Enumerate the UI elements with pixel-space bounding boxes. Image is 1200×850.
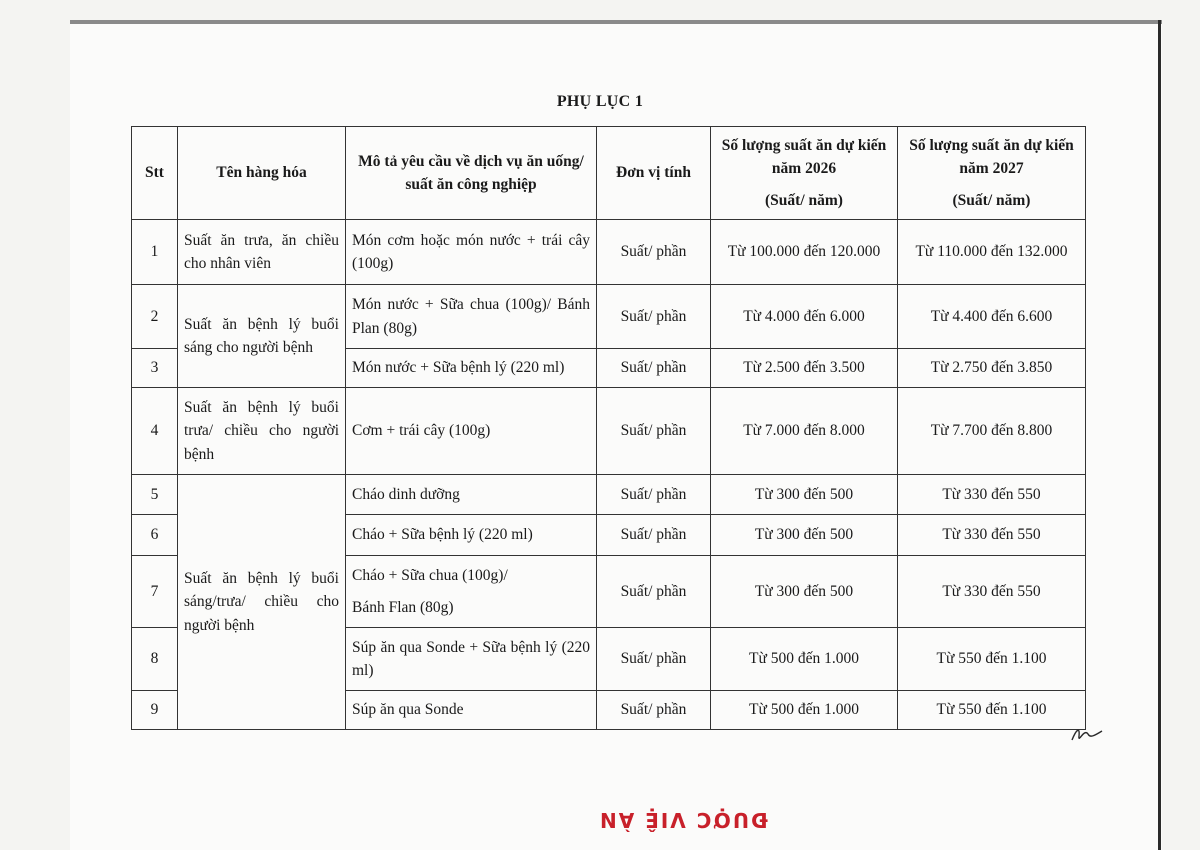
- row-stt: 2: [132, 285, 178, 349]
- row-group-name: Suất ăn bệnh lý buổi sáng/trưa/ chiều cho người bệnh: [178, 475, 346, 730]
- row-qty-2027: Từ 330 đến 550: [898, 475, 1086, 515]
- row-unit: Suất/ phần: [597, 388, 711, 475]
- row-group-name: Suất ăn bệnh lý buổi sáng cho người bệnh: [178, 285, 346, 388]
- header-qty-2027-unit: (Suất/ năm): [952, 191, 1031, 209]
- row-description: Món nước + Sữa bệnh lý (220 ml): [346, 349, 597, 388]
- row-qty-2026: Từ 4.000 đến 6.000: [711, 285, 898, 349]
- table-header-row: [132, 127, 1086, 220]
- row-qty-2027: Từ 330 đến 550: [898, 556, 1086, 628]
- row-description-line-1: Cháo + Sữa chua (100g)/: [352, 567, 508, 585]
- header-qty-2026: [711, 127, 898, 220]
- row-unit: Suất/ phần: [597, 220, 711, 285]
- row-qty-2026: Từ 500 đến 1.000: [711, 691, 898, 730]
- row-stt: 9: [132, 691, 178, 730]
- annex-table: [131, 126, 1086, 730]
- header-qty-2026-unit: (Suất/ năm): [765, 191, 843, 209]
- row-qty-2027: Từ 2.750 đến 3.850: [898, 349, 1086, 388]
- header-description: Mô tả yêu cầu về dịch vụ ăn uống/ suất ăn công nghiệp: [346, 127, 597, 220]
- row-qty-2026: Từ 500 đến 1.000: [711, 628, 898, 691]
- row-description: Cháo + Sữa bệnh lý (220 ml): [346, 515, 597, 556]
- red-stamp-fragment: ĐUỢC VIỆ ÀN: [598, 808, 768, 832]
- row-stt: 7: [132, 556, 178, 628]
- header-unit: Đơn vị tính: [597, 127, 711, 220]
- scan-right-edge: [1158, 20, 1161, 850]
- header-name: Tên hàng hóa: [178, 127, 346, 220]
- row-qty-2027: Từ 110.000 đến 132.000: [898, 220, 1086, 285]
- row-qty-2026: Từ 300 đến 500: [711, 556, 898, 628]
- scan-top-edge: [70, 20, 1162, 24]
- table-row: [132, 285, 1086, 349]
- row-description: Món cơm hoặc món nước + trái cây (100g): [346, 220, 597, 285]
- row-description: Súp ăn qua Sonde: [346, 691, 597, 730]
- row-qty-2026: Từ 7.000 đến 8.000: [711, 388, 898, 475]
- row-description: Cháo dinh dưỡng: [346, 475, 597, 515]
- row-stt: 5: [132, 475, 178, 515]
- row-stt: 8: [132, 628, 178, 691]
- header-stt: Stt: [132, 127, 178, 220]
- row-stt: 4: [132, 388, 178, 475]
- row-unit: Suất/ phần: [597, 475, 711, 515]
- row-qty-2026: Từ 300 đến 500: [711, 475, 898, 515]
- row-qty-2027: Từ 550 đến 1.100: [898, 628, 1086, 691]
- row-stt: 1: [132, 220, 178, 285]
- row-description-line-2: Bánh Flan (80g): [352, 598, 454, 616]
- row-stt: 6: [132, 515, 178, 556]
- row-group-name: Suất ăn trưa, ăn chiều cho nhân viên: [178, 220, 346, 285]
- row-qty-2026: Từ 100.000 đến 120.000: [711, 220, 898, 285]
- row-unit: Suất/ phần: [597, 628, 711, 691]
- row-description: Súp ăn qua Sonde + Sữa bệnh lý (220 ml): [346, 628, 597, 691]
- header-qty-2027-label: Số lượng suất ăn dự kiến năm 2027: [909, 137, 1074, 178]
- header-qty-2027: [898, 127, 1086, 220]
- page-title: PHỤ LỤC 1: [556, 93, 644, 110]
- row-unit: Suất/ phần: [597, 349, 711, 388]
- row-qty-2027: Từ 7.700 đến 8.800: [898, 388, 1086, 475]
- header-qty-2026-label: Số lượng suất ăn dự kiến năm 2026: [721, 137, 887, 178]
- row-unit: Suất/ phần: [597, 515, 711, 556]
- row-description: Cơm + trái cây (100g): [346, 388, 597, 475]
- row-qty-2027: Từ 550 đến 1.100: [898, 691, 1086, 730]
- row-group-name: Suất ăn bệnh lý buổi trưa/ chiều cho người bệnh: [178, 388, 346, 475]
- table-row: [132, 388, 1086, 475]
- row-qty-2026: Từ 300 đến 500: [711, 515, 898, 556]
- row-unit: Suất/ phần: [597, 556, 711, 628]
- row-unit: Suất/ phần: [597, 285, 711, 349]
- row-description: Món nước + Sữa chua (100g)/ Bánh Plan (80g): [346, 285, 597, 349]
- row-qty-2027: Từ 330 đến 550: [898, 515, 1086, 556]
- initials-signature: [1070, 722, 1104, 748]
- table-row: [132, 220, 1086, 285]
- row-unit: Suất/ phần: [597, 691, 711, 730]
- row-stt: 3: [132, 349, 178, 388]
- row-qty-2027: Từ 4.400 đến 6.600: [898, 285, 1086, 349]
- row-description: [346, 556, 597, 628]
- table-row: [132, 475, 1086, 515]
- row-qty-2026: Từ 2.500 đến 3.500: [711, 349, 898, 388]
